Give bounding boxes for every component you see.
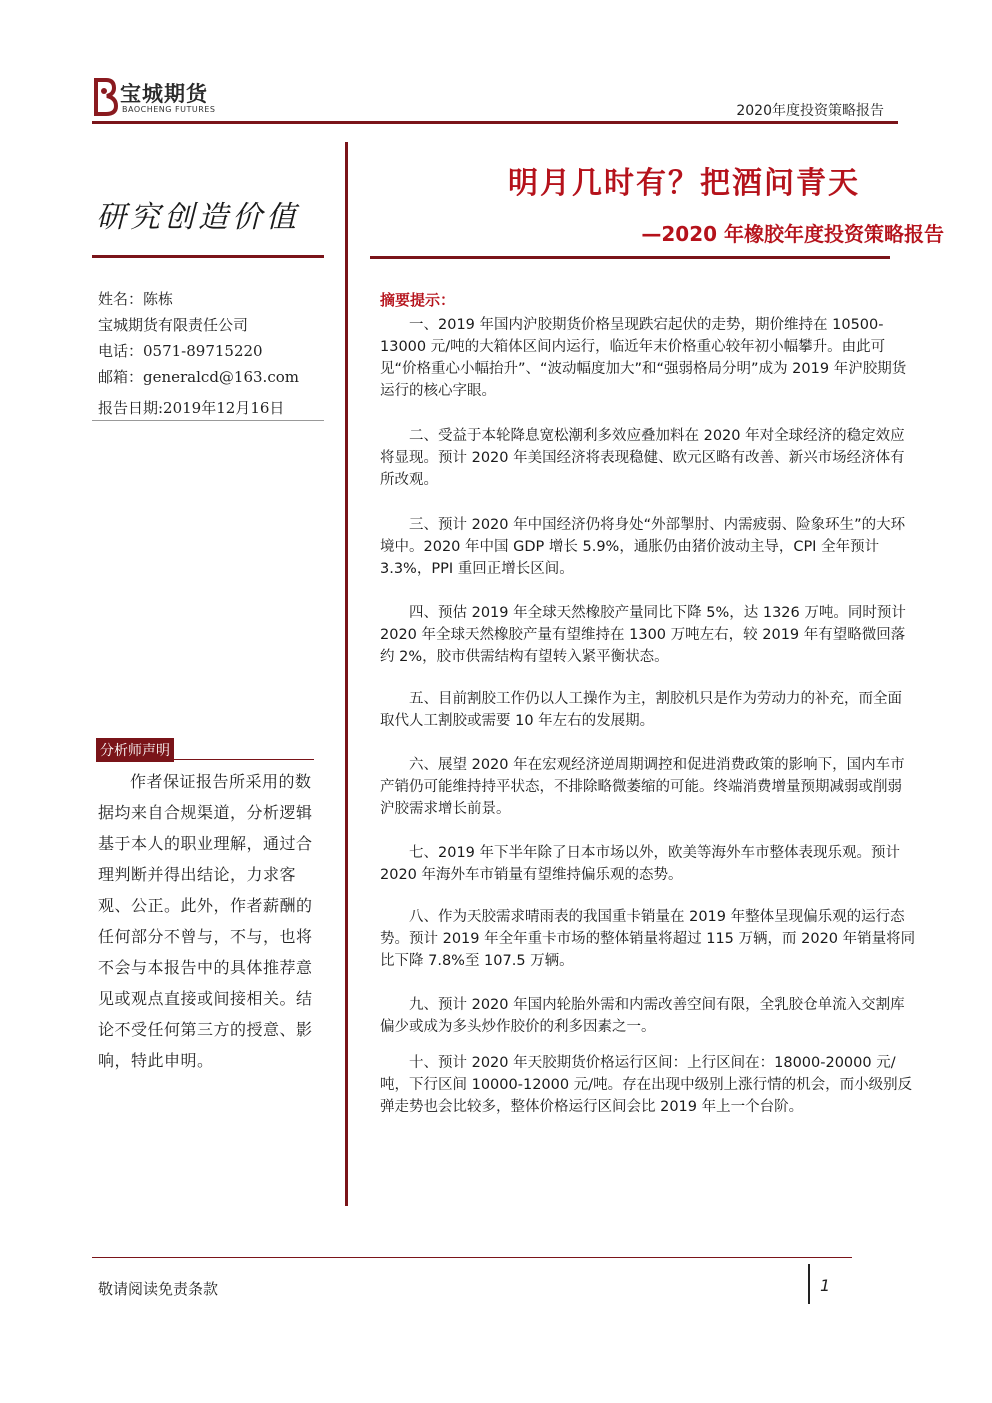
summary-paragraph: 八、作为天胶需求晴雨表的我国重卡销量在 2019 年整体呈现偏乐观的运行态势。预计 2019 年全年重卡市场的整体销量将超过 115 万辆，而 2020 年销量将同比下降 7.8%至 107.5 万辆。 <box>380 909 916 969</box>
footer-divider <box>92 1257 852 1258</box>
author-name: 姓名：陈栋 <box>98 290 174 308</box>
summary-paragraph: 九、预计 2020 年国内轮胎外需和内需改善空间有限，全乳胶仓单流入交割库偏少或成为多头炒作胶价的利多因素之一。 <box>380 997 905 1035</box>
author-divider <box>92 420 324 421</box>
analyst-statement-text: 作者保证报告所采用的数据均来自合规渠道，分析逻辑基于本人的职业理解，通过合理判断并得出结论，力求客观、公正。此外，作者薪酬的任何部分不曾与，不与，也将不会与本报告中的具体推荐意见或观点直接或间接相关。结论不受任何第三方的授意、影响，特此申明。 <box>98 772 313 1070</box>
header-divider <box>92 121 898 124</box>
report-type-header: 2020年度投资策略报告 <box>736 103 884 119</box>
summary-paragraph: 六、展望 2020 年在宏观经济逆周期调控和促进消费政策的影响下，国内车市产销仍可能维持持平状态，不排除略微萎缩的可能。终端消费增量预期减弱或削弱沪胶需求增长前景。 <box>380 757 905 817</box>
author-phone: 电话：0571-89715220 <box>98 342 263 360</box>
summary-paragraph: 七、2019 年下半年除了日本市场以外，欧美等海外车市整体表现乐观。预计 2020 年海外车市销量有望维持偏乐观的态势。 <box>380 845 901 883</box>
company-logo <box>92 76 252 120</box>
report-title: 明月几时有？把酒问青天 <box>508 166 860 201</box>
analyst-statement-label: 分析师声明 <box>96 738 174 762</box>
column-divider <box>345 142 348 1206</box>
summary-paragraph: 一、2019 年国内沪胶期货价格呈现跌宕起伏的走势，期价维持在 10500-13000 元/吨的大箱体区间内运行，临近年末价格重心较年初小幅攀升。由此可见“价格重心小幅抬升”、“波动幅度加大”和“强弱格局分明”成为 2019 年沪胶期货运行的核心字眼。 <box>380 317 907 399</box>
summary-paragraph: 三、预计 2020 年中国经济仍将身处“外部掣肘、内需疲弱、险象环生”的大环境中。2020 年中国 GDP 增长 5.9%，通胀仍由猪价波动主导，CPI 全年预计 3.3%，PPI 重回正增长区间。 <box>380 517 906 577</box>
title-divider <box>370 256 890 259</box>
summary-label: 摘要提示： <box>380 291 456 309</box>
logo-chinese-name: 宝城期货 <box>120 81 208 106</box>
analyst-statement-divider <box>96 759 314 760</box>
author-company: 宝城期货有限责任公司 <box>98 316 249 334</box>
summary-paragraph: 四、预估 2019 年全球天然橡胶产量同比下降 5%，达 1326 万吨。同时预计 2020 年全球天然橡胶产量有望维持在 1300 万吨左右，较 2019 年有望略微回落约 2%，胶市供需结构有望转入紧平衡状态。 <box>380 605 906 665</box>
summary-paragraph: 二、受益于本轮降息宽松潮利多效应叠加料在 2020 年对全球经济的稳定效应将显现。预计 2020 年美国经济将表现稳健、欧元区略有改善、新兴市场经济体有所改观。 <box>380 428 905 488</box>
summary-paragraph: 五、目前割胶工作仍以人工操作为主，割胶机只是作为劳动力的补充，而全面取代人工割胶或需要 10 年左右的发展期。 <box>380 691 902 729</box>
footer-separator <box>808 1264 810 1304</box>
disclaimer-link[interactable]: 敬请阅读免责条款 <box>98 1280 219 1298</box>
slogan: 研究创造价值 <box>96 200 300 235</box>
logo-english-name: BAOCHENG FUTURES <box>122 105 216 114</box>
summary-paragraph: 十、预计 2020 年天胶期货价格运行区间：上行区间在：18000-20000 元/吨，下行区间 10000-12000 元/吨。存在出现中级别上涨行情的机会，而小级别反弹走势也会比较多，整体价格运行区间会比 2019 年上一个台阶。 <box>380 1055 913 1115</box>
report-subtitle: —2020 年橡胶年度投资策略报告 <box>641 222 944 246</box>
slogan-divider <box>92 255 324 258</box>
author-email: 邮箱：generalcd@163.com <box>98 368 299 386</box>
report-date: 报告日期:2019年12月16日 <box>98 399 285 417</box>
logo-mark-icon <box>92 78 118 116</box>
page-number: 1 <box>820 1276 831 1295</box>
